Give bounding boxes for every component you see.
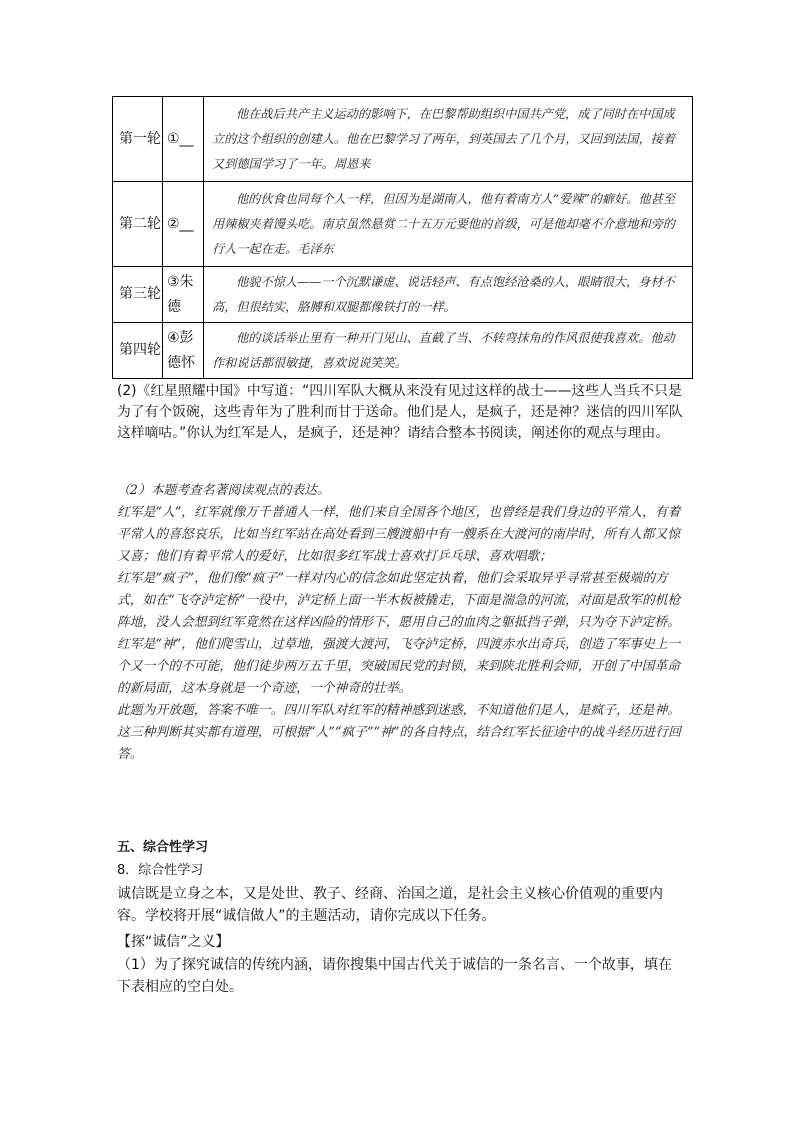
- answer-cell: ④彭德怀: [163, 323, 204, 379]
- description-text: 他在战后共产主义运动的影响下，在巴黎帮助组织中国共产党，成了同时在中国成立的这个组织的创建人。他在巴黎学习了两年，到英国去了几个月，又回到法国，接着又到德国学习了一年。周恩来: [212, 106, 676, 171]
- answer-block: [117, 480, 683, 766]
- description-text: 他貌不惊人——一个沉默谦虚、说话轻声、有点饱经沧桑的人，眼睛很大，身材不高，但很结实，胳膊和双腿都像铁打的一样。: [212, 274, 675, 314]
- task-heading: 【探“诚信”之义】: [117, 934, 230, 950]
- table-row: [113, 97, 693, 182]
- answer-cell: ①__: [163, 97, 204, 182]
- table-row: [113, 267, 693, 323]
- description-cell: [204, 323, 693, 379]
- description-text: 他的谈话举止里有一种开门见山、直截了当、不转弯抹角的作风很使我喜欢。他动作和说话都很敏捷，喜欢说说笑笑。: [212, 330, 675, 370]
- answer-intro: （2）本题考查名著阅读观点的表达。: [117, 483, 330, 498]
- answer-paragraph: 红军是“疯子”，他们像“疯子”一样对内心的信念如此坚定执着，他们会采取异乎寻常甚至极端的方式，如在“飞夺泸定桥”一役中，泸定桥上面一半木板被撬走，下面是湍急的河流，对面是敌军的机枪阵地，没人会想到红军竟然在这样凶险的情形下，愿用自己的血肉之躯抵挡子弹，只为夺下泸定桥。: [117, 571, 681, 630]
- question-2: (2)《红星照耀中国》中写道：“四川军队大概从来没有见过这样的战士——这些人当兵不只是为了有个饭碗，这些青年为了胜利而甘于送命。他们是人，是疯子，还是神？迷信的四川军队这样嘀咕。”你认为红军是人，是疯子，还是神？请结合整本书阅读，阐述你的观点与理由。: [117, 383, 683, 441]
- section-heading: 五、综合性学习: [117, 840, 209, 855]
- description-text: 他的伙食也同每个人一样，但因为是湖南人，他有着南方人“爱辣”的癖好。他甚至用辣椒夹着馒头吃。南京虽然悬赏二十五万元要他的首级，可是他却毫不介意地和旁的行人一起在走。毛泽东: [212, 191, 676, 256]
- character-table: [112, 96, 693, 379]
- intro-paragraph: 诚信既是立身之本，又是处世、教子、经商、治国之道，是社会主义核心价值观的重要内容。学校将开展“诚信做人”的主题活动，请你完成以下任务。: [117, 886, 663, 924]
- table-row: [113, 323, 693, 379]
- description-cell: [204, 97, 693, 182]
- round-cell: 第三轮: [113, 267, 163, 323]
- task-1: （1）为了探究诚信的传统内涵，请你搜集中国古代关于诚信的一条名言、一个故事，填在下表相应的空白处。: [117, 957, 672, 995]
- answer-cell: ②__: [163, 182, 204, 267]
- answer-cell: ③朱德: [163, 267, 204, 323]
- description-cell: [204, 267, 693, 323]
- description-cell: [204, 182, 693, 267]
- round-cell: 第四轮: [113, 323, 163, 379]
- answer-paragraph: 此题为开放题，答案不唯一。四川军队对红军的精神感到迷惑，不知道他们是人，是疯子，还是神。这三种判断其实都有道理，可根据“人”“疯子”“神”的各自特点，结合红军长征途中的战斗经历进行回答。: [117, 703, 681, 762]
- question-heading: 8．综合性学习: [117, 863, 204, 878]
- answer-paragraph: 红军是“人”，红军就像万千普通人一样，他们来自全国各个地区，也曾经是我们身边的平常人，有着平常人的喜怒哀乐，比如当红军站在高处看到三艘渡船中有一艘系在大渡河的南岸时，所有人都又惊又喜；他们有着平常人的爱好，比如很多红军战士喜欢打乒乓球、喜欢唱歌；: [117, 505, 681, 564]
- answer-paragraph: 红军是“神”，他们爬雪山，过草地，强渡大渡河，飞夺泸定桥，四渡赤水出奇兵，创造了军事史上一个又一个的不可能，他们徒步两万五千里，突破国民党的封锁，来到陕北胜利会师，开创了中国革命的新局面，这本身就是一个奇迹，一个神奇的壮举。: [117, 637, 681, 696]
- table-row: [113, 182, 693, 267]
- round-cell: 第一轮: [113, 97, 163, 182]
- round-cell: 第二轮: [113, 182, 163, 267]
